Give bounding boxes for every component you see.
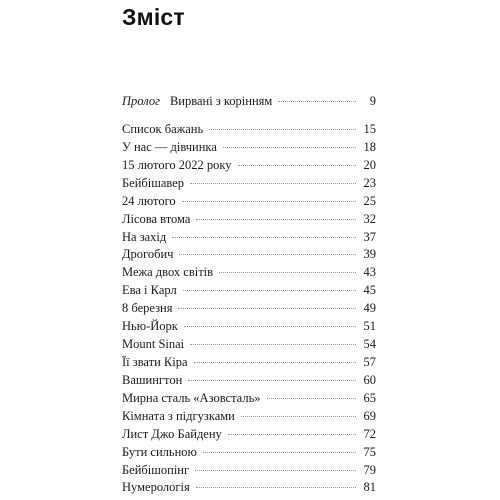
toc-entry-page: 9 xyxy=(369,94,376,108)
dot-leader xyxy=(241,416,356,417)
toc-entry-page: 65 xyxy=(363,390,376,405)
dot-leader xyxy=(238,165,356,166)
toc-entry-title: 24 лютого xyxy=(122,193,176,208)
toc-entry[interactable] xyxy=(122,121,376,139)
toc-entry-page: 32 xyxy=(363,211,376,226)
toc-entry-title: Кімната з підгузками xyxy=(122,408,235,423)
dot-leader xyxy=(172,237,356,238)
dot-leader xyxy=(195,470,356,471)
dot-leader xyxy=(196,487,356,488)
toc-entry[interactable] xyxy=(122,246,376,264)
toc-entry-page: 37 xyxy=(363,229,376,244)
dot-leader xyxy=(267,398,356,399)
dot-leader xyxy=(219,272,356,273)
toc-entry[interactable] xyxy=(122,300,376,318)
toc-entry-page: 43 xyxy=(363,265,376,280)
toc-entry-title: Бути сильною xyxy=(122,444,197,459)
prologue-label: Пролог xyxy=(122,94,160,108)
toc-entry[interactable] xyxy=(122,318,376,336)
toc-entry[interactable] xyxy=(122,336,376,354)
toc-entry-page: 49 xyxy=(363,301,376,316)
toc-entry[interactable] xyxy=(122,264,376,282)
toc-entry-page: 79 xyxy=(363,462,376,477)
toc-entry-title: Бейбішопінг xyxy=(122,462,190,477)
toc-entry-title: 15 лютого 2022 року xyxy=(122,157,232,172)
dot-leader xyxy=(228,434,356,435)
toc-entry-title: Нумерологія xyxy=(122,480,190,495)
dot-leader xyxy=(278,101,356,102)
toc-entry-title: Ева і Карл xyxy=(122,283,177,298)
dot-leader xyxy=(188,380,356,381)
toc-entry-page: 45 xyxy=(363,283,376,298)
toc-entry-title: Бейбішавер xyxy=(122,175,185,190)
toc-entry-page: 51 xyxy=(363,319,376,334)
toc-entry[interactable] xyxy=(122,229,376,247)
toc-entry[interactable] xyxy=(122,175,376,193)
toc-entry-page: 69 xyxy=(363,408,376,423)
toc-entry-title: У нас — дівчинка xyxy=(122,139,217,154)
dot-leader xyxy=(190,183,356,184)
toc-entry-title: Лісова втома xyxy=(122,211,191,226)
toc-entry[interactable] xyxy=(122,408,376,426)
toc-entry-page: 54 xyxy=(363,337,376,352)
toc-entry-title: На захід xyxy=(122,229,167,244)
toc-entry-title: Mount Sinai xyxy=(122,337,185,352)
toc-entry-page: 15 xyxy=(363,122,376,136)
dot-leader xyxy=(178,308,356,309)
toc-entry-page: 60 xyxy=(363,372,376,387)
toc-entry[interactable] xyxy=(122,390,376,408)
dot-leader xyxy=(179,254,356,255)
toc-entry[interactable] xyxy=(122,372,376,390)
toc-entry-page: 39 xyxy=(363,247,376,262)
dot-leader xyxy=(203,452,356,453)
toc-entry[interactable] xyxy=(122,479,376,497)
toc-entry-page: 57 xyxy=(363,354,376,369)
toc-entry-title: Вирвані з корінням xyxy=(169,94,273,108)
toc-entry[interactable] xyxy=(122,157,376,175)
toc-entry-page: 75 xyxy=(363,444,376,459)
toc-entry-title: Дрогобич xyxy=(122,247,174,262)
toc-entry-page: 25 xyxy=(363,193,376,208)
toc-entry[interactable] xyxy=(122,139,376,157)
toc-list xyxy=(122,121,376,497)
toc-entry-page: 20 xyxy=(363,157,376,172)
dot-leader xyxy=(190,344,356,345)
toc-entry-title: Межа двох світів xyxy=(122,265,214,280)
toc-entry-title: Список бажань xyxy=(122,122,204,136)
toc-entry[interactable] xyxy=(122,211,376,229)
page-title: Зміст xyxy=(122,4,185,30)
toc-entry[interactable] xyxy=(122,444,376,462)
toc-entry-title: 8 березня xyxy=(122,301,173,316)
toc-entry[interactable] xyxy=(122,462,376,480)
toc-entry[interactable] xyxy=(122,193,376,211)
dot-leader xyxy=(184,326,356,327)
toc-entry[interactable] xyxy=(122,426,376,444)
dot-leader xyxy=(209,129,356,130)
toc-entry-title: Лист Джо Байдену xyxy=(122,426,222,441)
toc-entry-title: Її звати Кіра xyxy=(122,354,188,369)
toc-entry-title: Вашингтон xyxy=(122,372,183,387)
dot-leader xyxy=(194,362,356,363)
toc-entry-page: 72 xyxy=(363,426,376,441)
toc-entry-title: Мирна сталь «Азовсталь» xyxy=(122,390,261,405)
dot-leader xyxy=(223,147,356,148)
dot-leader xyxy=(196,219,356,220)
toc-entry[interactable] xyxy=(122,282,376,300)
toc-entry-title: Нью-Йорк xyxy=(122,319,178,334)
toc-entry-page: 81 xyxy=(363,480,376,495)
dot-leader xyxy=(182,201,356,202)
toc-entry[interactable] xyxy=(122,354,376,372)
toc-entry-page: 23 xyxy=(363,175,376,190)
dot-leader xyxy=(183,290,356,291)
toc-entry-page: 18 xyxy=(363,139,376,154)
toc-entry-prologue[interactable] xyxy=(122,93,376,109)
